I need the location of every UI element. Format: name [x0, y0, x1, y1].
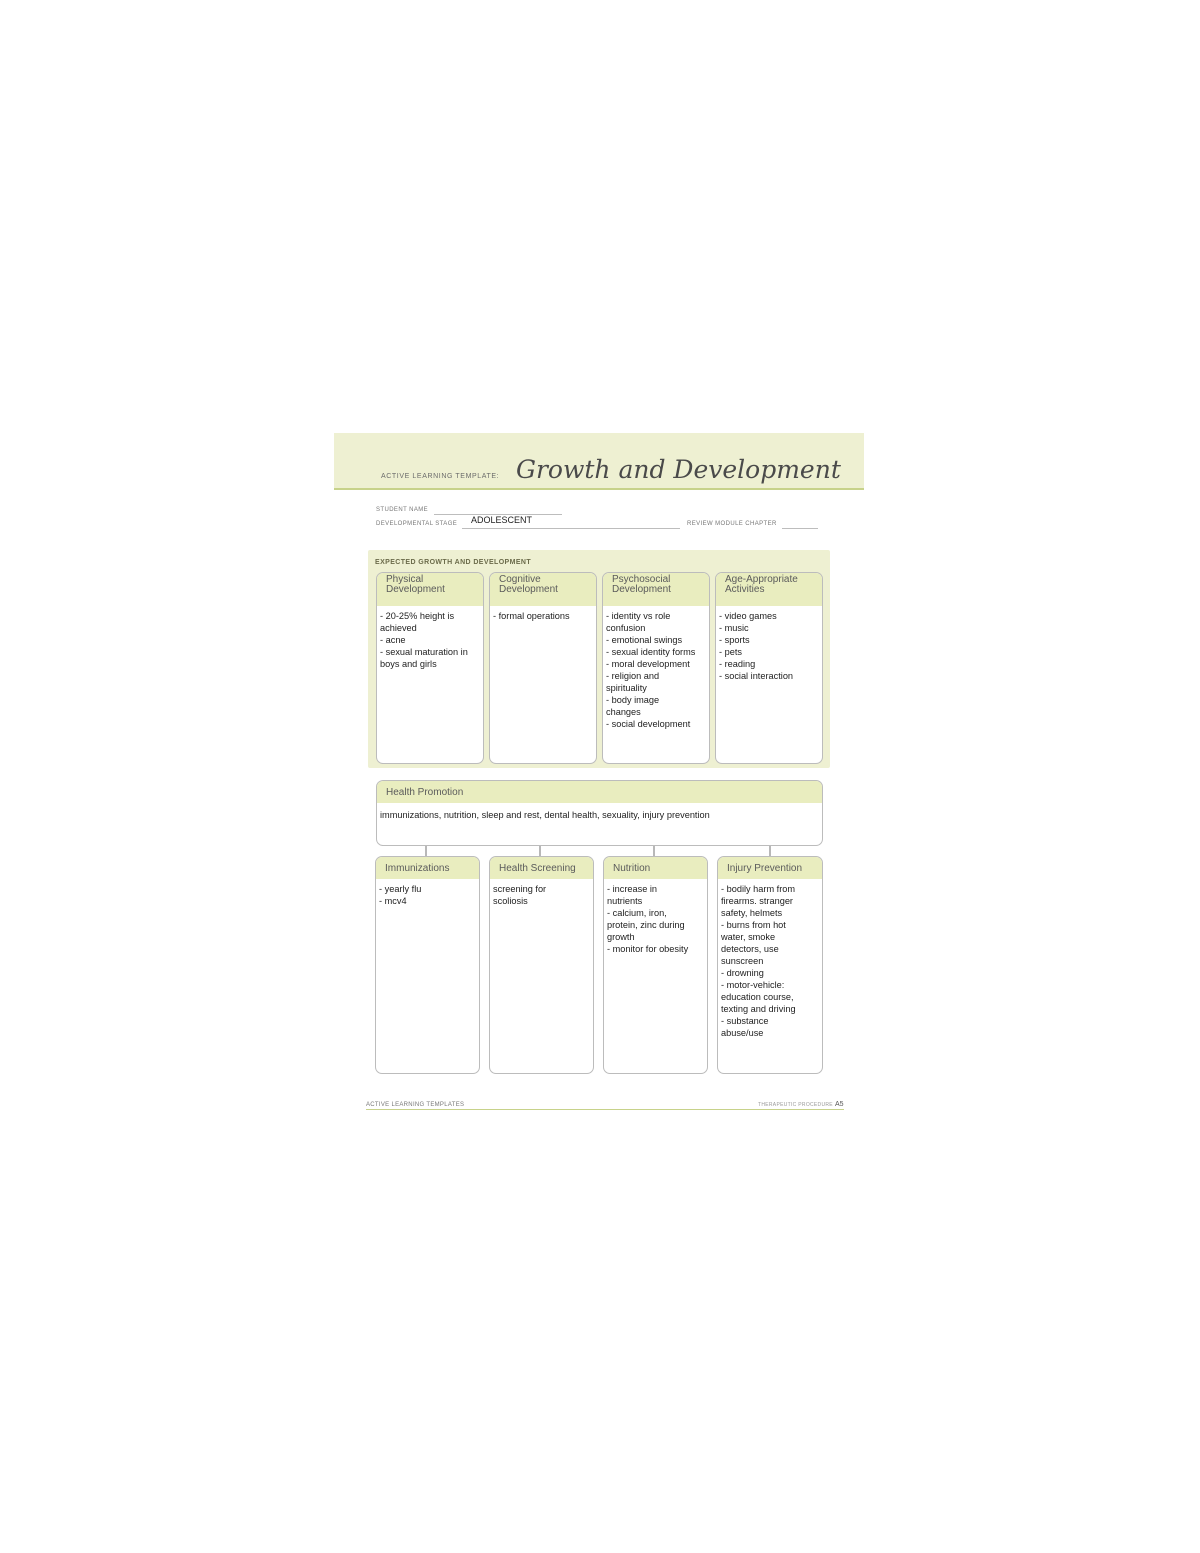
card-title: Physical Development: [377, 573, 483, 606]
card-immunizations: [375, 856, 480, 1074]
card-injury-prevention: [717, 856, 823, 1074]
connector-line: [425, 846, 427, 856]
card-title: Immunizations: [376, 857, 479, 879]
card-health-promotion: [376, 780, 823, 846]
card-title: Nutrition: [604, 857, 707, 879]
card-content[interactable]: - bodily harm from firearms. stranger safety, helmets - burns from hot water, smoke detectors, use sunscreen - drowning - motor-vehicle: education course, texting and driving - substance abuse/use: [721, 884, 796, 1038]
card-content[interactable]: - video games - music - sports - pets - reading - social interaction: [719, 611, 794, 681]
card-physical-development: [376, 572, 484, 764]
template-page: [334, 433, 864, 1113]
footer-page-number: A5: [835, 1101, 844, 1108]
card-content[interactable]: - formal operations: [493, 611, 570, 621]
header-band: [334, 433, 864, 490]
expected-growth-heading: EXPECTED GROWTH AND DEVELOPMENT: [375, 559, 532, 566]
card-content[interactable]: immunizations, nutrition, sleep and rest, dental health, sexuality, injury prevention: [380, 810, 710, 820]
card-psychosocial-development: [602, 572, 710, 764]
card-title: Health Screening: [490, 857, 593, 879]
review-module-field[interactable]: [782, 528, 818, 529]
card-title: Psychosocial Development: [603, 573, 709, 606]
template-title: Growth and Development: [516, 455, 841, 484]
footer-left-label: ACTIVE LEARNING TEMPLATES: [366, 1102, 465, 1108]
card-content[interactable]: - identity vs role confusion - emotional swings - sexual identity forms - moral development - religion and spirituality - body image changes - social development: [606, 611, 696, 729]
card-age-appropriate-activities: [715, 572, 823, 764]
card-content[interactable]: screening for scoliosis: [493, 884, 547, 906]
developmental-stage-label: DEVELOPMENTAL STAGE: [376, 521, 458, 527]
developmental-stage-value: ADOLESCENT: [471, 515, 533, 525]
card-content[interactable]: - yearly flu - mcv4: [379, 884, 422, 906]
card-content[interactable]: - increase in nutrients - calcium, iron, protein, zinc during growth - monitor for obesity: [607, 884, 689, 954]
card-title: Age-Appropriate Activities: [716, 573, 822, 606]
review-module-label: REVIEW MODULE CHAPTER: [687, 521, 777, 527]
footer-right-label: THERAPEUTIC PROCEDURE: [758, 1102, 833, 1108]
developmental-stage-field[interactable]: [462, 528, 680, 529]
student-name-label: STUDENT NAME: [376, 507, 429, 513]
footer-divider: [366, 1109, 844, 1110]
template-label: ACTIVE LEARNING TEMPLATE:: [381, 473, 500, 480]
card-title: Cognitive Development: [490, 573, 596, 606]
connector-line: [539, 846, 541, 856]
card-health-screening: [489, 856, 594, 1074]
connector-line: [769, 846, 771, 856]
connector-line: [653, 846, 655, 856]
card-title: Injury Prevention: [718, 857, 822, 879]
expected-growth-panel: [368, 550, 830, 768]
card-title: Health Promotion: [377, 781, 822, 803]
card-cognitive-development: [489, 572, 597, 764]
card-content[interactable]: - 20-25% height is achieved - acne - sexual maturation in boys and girls: [380, 611, 468, 669]
card-nutrition: [603, 856, 708, 1074]
